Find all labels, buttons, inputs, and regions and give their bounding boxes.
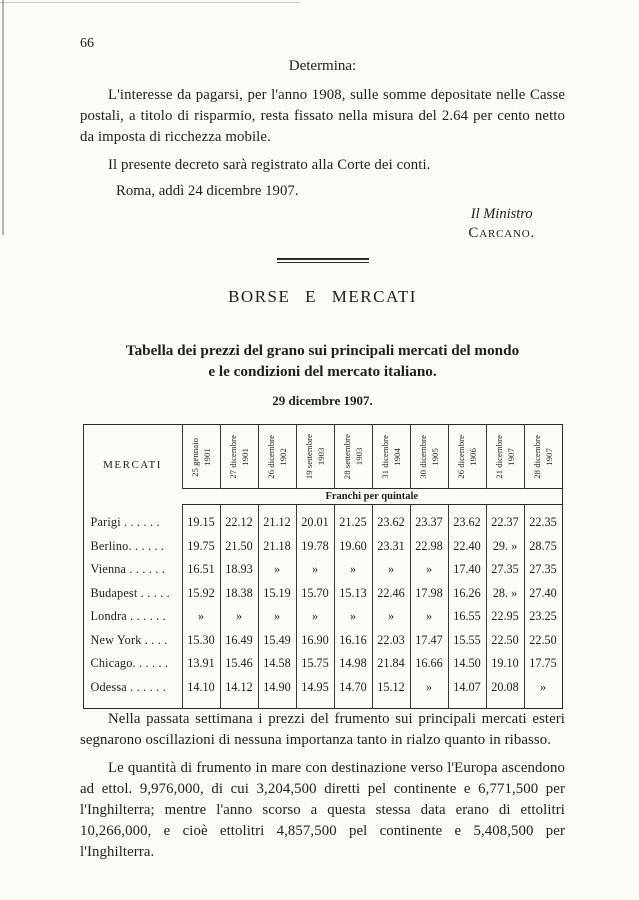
table-row [83, 605, 562, 629]
date-column-header [448, 425, 486, 489]
column-date: 31 dicembre [379, 435, 390, 479]
price-cell: 21.18 [258, 534, 296, 558]
table-row [83, 581, 562, 605]
price-cell: 16.90 [296, 628, 334, 652]
price-cell: » [258, 558, 296, 582]
price-cell: 22.37 [486, 505, 524, 535]
price-cell: 13.91 [182, 652, 220, 676]
price-table-body [83, 505, 562, 709]
price-cell: 21.12 [258, 505, 296, 535]
price-cell: » [296, 558, 334, 582]
price-cell: 15.55 [448, 628, 486, 652]
dateline: Roma, addì 24 dicembre 1907. [116, 183, 299, 199]
price-cell: 22.40 [448, 534, 486, 558]
price-cell: 23.31 [372, 534, 410, 558]
market-name: Budapest . . . . . [90, 585, 170, 600]
column-date: 27 dicembre [227, 435, 238, 479]
price-cell: » [334, 558, 372, 582]
date-column-header [372, 425, 410, 489]
price-cell: 21.50 [220, 534, 258, 558]
price-cell: 29. » [486, 534, 524, 558]
price-cell: » [334, 605, 372, 629]
column-date: 26 dicembre [455, 435, 466, 479]
price-cell: 20.01 [296, 505, 334, 535]
column-year: 1905 [429, 448, 440, 466]
table-title-line1: Tabella dei prezzi del grano sui principali mercati del mondo [125, 342, 520, 359]
price-cell: 19.78 [296, 534, 334, 558]
date-column-header [334, 425, 372, 489]
price-cell: » [524, 675, 562, 708]
table-row [83, 534, 562, 558]
price-cell: » [220, 605, 258, 629]
price-cell: 15.13 [334, 581, 372, 605]
price-cell: » [410, 605, 448, 629]
column-year: 1906 [467, 448, 478, 466]
market-name: Vienna . . . . . . [90, 562, 166, 577]
price-cell: 27.35 [524, 558, 562, 582]
price-cell: 22.98 [410, 534, 448, 558]
column-year: 1903 [315, 448, 326, 466]
unit-header: Franchi per quintale [182, 489, 562, 505]
price-cell: 15.49 [258, 628, 296, 652]
scan-edge-artifact [0, 2, 300, 3]
column-year: 1904 [391, 448, 402, 466]
price-cell: 22.46 [372, 581, 410, 605]
price-cell: 19.75 [182, 534, 220, 558]
price-cell: » [410, 558, 448, 582]
table-row [83, 628, 562, 652]
price-cell: 22.50 [524, 628, 562, 652]
column-year: 1901 [201, 448, 212, 466]
mercati-header: MERCATI [103, 458, 162, 471]
price-cell: 16.16 [334, 628, 372, 652]
column-year: 1903 [353, 448, 364, 466]
section-heading: BORSE E MERCATI [228, 287, 417, 306]
price-cell: 18.93 [220, 558, 258, 582]
price-cell: 18.38 [220, 581, 258, 605]
date-column-header [258, 425, 296, 489]
date-column-header [486, 425, 524, 489]
table-row [83, 652, 562, 676]
column-date: 21 dicembre [493, 435, 504, 479]
price-cell: 14.90 [258, 675, 296, 708]
price-cell: 15.19 [258, 581, 296, 605]
column-date: 19 settembre [303, 434, 314, 480]
column-date: 26 dicembre [265, 435, 276, 479]
paragraph-interest: L'interesse da pagarsi, per l'anno 1908, sulle somme depositate nelle Casse postali, a titolo di risparmio, resta fissato nella misura del 2.64 per cento netto da imposta di ricchezza mobile. [80, 87, 565, 145]
price-cell: 14.10 [182, 675, 220, 708]
price-cell: 17.75 [524, 652, 562, 676]
table-title [80, 341, 565, 382]
page-number: 66 [80, 36, 94, 51]
price-cell: 14.50 [448, 652, 486, 676]
table-date: 29 dicembre 1907. [272, 393, 373, 409]
closing-paragraph-1: Nella passata settimana i prezzi del frumento sui principali mercati esteri segnarono oscillazioni di nessuna importanza tanto in rialzo quanto in ribasso. [80, 710, 565, 748]
price-cell: 19.10 [486, 652, 524, 676]
table-title-line2: e le condizioni del mercato italiano. [208, 362, 437, 380]
price-cell: 14.58 [258, 652, 296, 676]
date-column-header [410, 425, 448, 489]
closing-paragraph-2: Le quantità di frumento in mare con destinazione verso l'Europa ascendono ad ettol. 9,976,000, di cui 3,204,500 diretti pel continente e 6,771,500 per l'Inghilterra; mentre l'anno scorso a questa stessa data erano di ettolitri 10,266,000, e cioè ettolitri 4,857,500 pel continente e 5,408,500 per l'Inghilterra. [80, 759, 565, 860]
price-cell: » [182, 605, 220, 629]
column-date: 28 settembre [341, 434, 352, 480]
price-cell: 19.60 [334, 534, 372, 558]
price-cell: 14.70 [334, 675, 372, 708]
price-cell: 21.84 [372, 652, 410, 676]
market-name: New York . . . . [90, 632, 168, 647]
price-cell: 22.12 [220, 505, 258, 535]
price-cell: 14.12 [220, 675, 258, 708]
price-cell: 22.95 [486, 605, 524, 629]
price-cell: » [372, 605, 410, 629]
column-year: 1907 [505, 448, 516, 466]
column-year: 1901 [239, 448, 250, 466]
price-cell: 15.92 [182, 581, 220, 605]
column-date: 28 dicembre [531, 435, 542, 479]
column-date: 25 gennaio [189, 437, 200, 477]
price-cell: 15.70 [296, 581, 334, 605]
price-cell: 14.95 [296, 675, 334, 708]
market-name: Odessa . . . . . . [90, 679, 166, 694]
column-year: 1907 [543, 448, 554, 466]
table-header-row [83, 425, 562, 489]
price-cell: 20.08 [486, 675, 524, 708]
price-cell: 17.47 [410, 628, 448, 652]
signature-block [80, 206, 535, 242]
price-cell: 22.35 [524, 505, 562, 535]
price-table [83, 424, 563, 709]
price-cell: 15.75 [296, 652, 334, 676]
market-name: Berlino. . . . . . [90, 538, 165, 553]
price-cell: » [296, 605, 334, 629]
market-name: Parigi . . . . . . [90, 514, 160, 529]
date-column-header [296, 425, 334, 489]
column-date: 30 dicembre [417, 435, 428, 479]
table-row [83, 505, 562, 535]
price-cell: 21.25 [334, 505, 372, 535]
price-cell: 23.25 [524, 605, 562, 629]
price-cell: 27.40 [524, 581, 562, 605]
table-row [83, 675, 562, 708]
scan-edge-artifact [2, 0, 4, 235]
market-name: Chicago. . . . . . [90, 656, 169, 671]
minister-name: Carcano. [468, 225, 535, 241]
column-year: 1902 [277, 448, 288, 466]
minister-title: Il Ministro [470, 206, 533, 222]
price-cell: 28. » [486, 581, 524, 605]
date-column-header [220, 425, 258, 489]
price-cell: 22.50 [486, 628, 524, 652]
price-cell: 19.15 [182, 505, 220, 535]
paragraph-decree: Il presente decreto sarà registrato alla Corte dei conti. [108, 157, 431, 173]
price-cell: » [410, 675, 448, 708]
date-column-header [524, 425, 562, 489]
market-name: Londra . . . . . . [90, 609, 166, 624]
price-cell: » [372, 558, 410, 582]
determina-heading: Determina: [288, 58, 357, 74]
price-cell: 17.98 [410, 581, 448, 605]
price-cell: 28.75 [524, 534, 562, 558]
section-divider-rule [277, 258, 369, 263]
price-cell: 27.35 [486, 558, 524, 582]
table-row [83, 558, 562, 582]
price-cell: 23.62 [372, 505, 410, 535]
price-cell: 23.37 [410, 505, 448, 535]
price-cell: 23.62 [448, 505, 486, 535]
price-cell: 14.98 [334, 652, 372, 676]
price-cell: 15.12 [372, 675, 410, 708]
price-cell: » [258, 605, 296, 629]
price-cell: 16.66 [410, 652, 448, 676]
price-cell: 22.03 [372, 628, 410, 652]
price-cell: 14.07 [448, 675, 486, 708]
price-cell: 16.26 [448, 581, 486, 605]
price-cell: 15.30 [182, 628, 220, 652]
price-cell: 16.55 [448, 605, 486, 629]
price-cell: 16.51 [182, 558, 220, 582]
price-cell: 15.46 [220, 652, 258, 676]
price-cell: 16.49 [220, 628, 258, 652]
date-column-header [182, 425, 220, 489]
price-cell: 17.40 [448, 558, 486, 582]
